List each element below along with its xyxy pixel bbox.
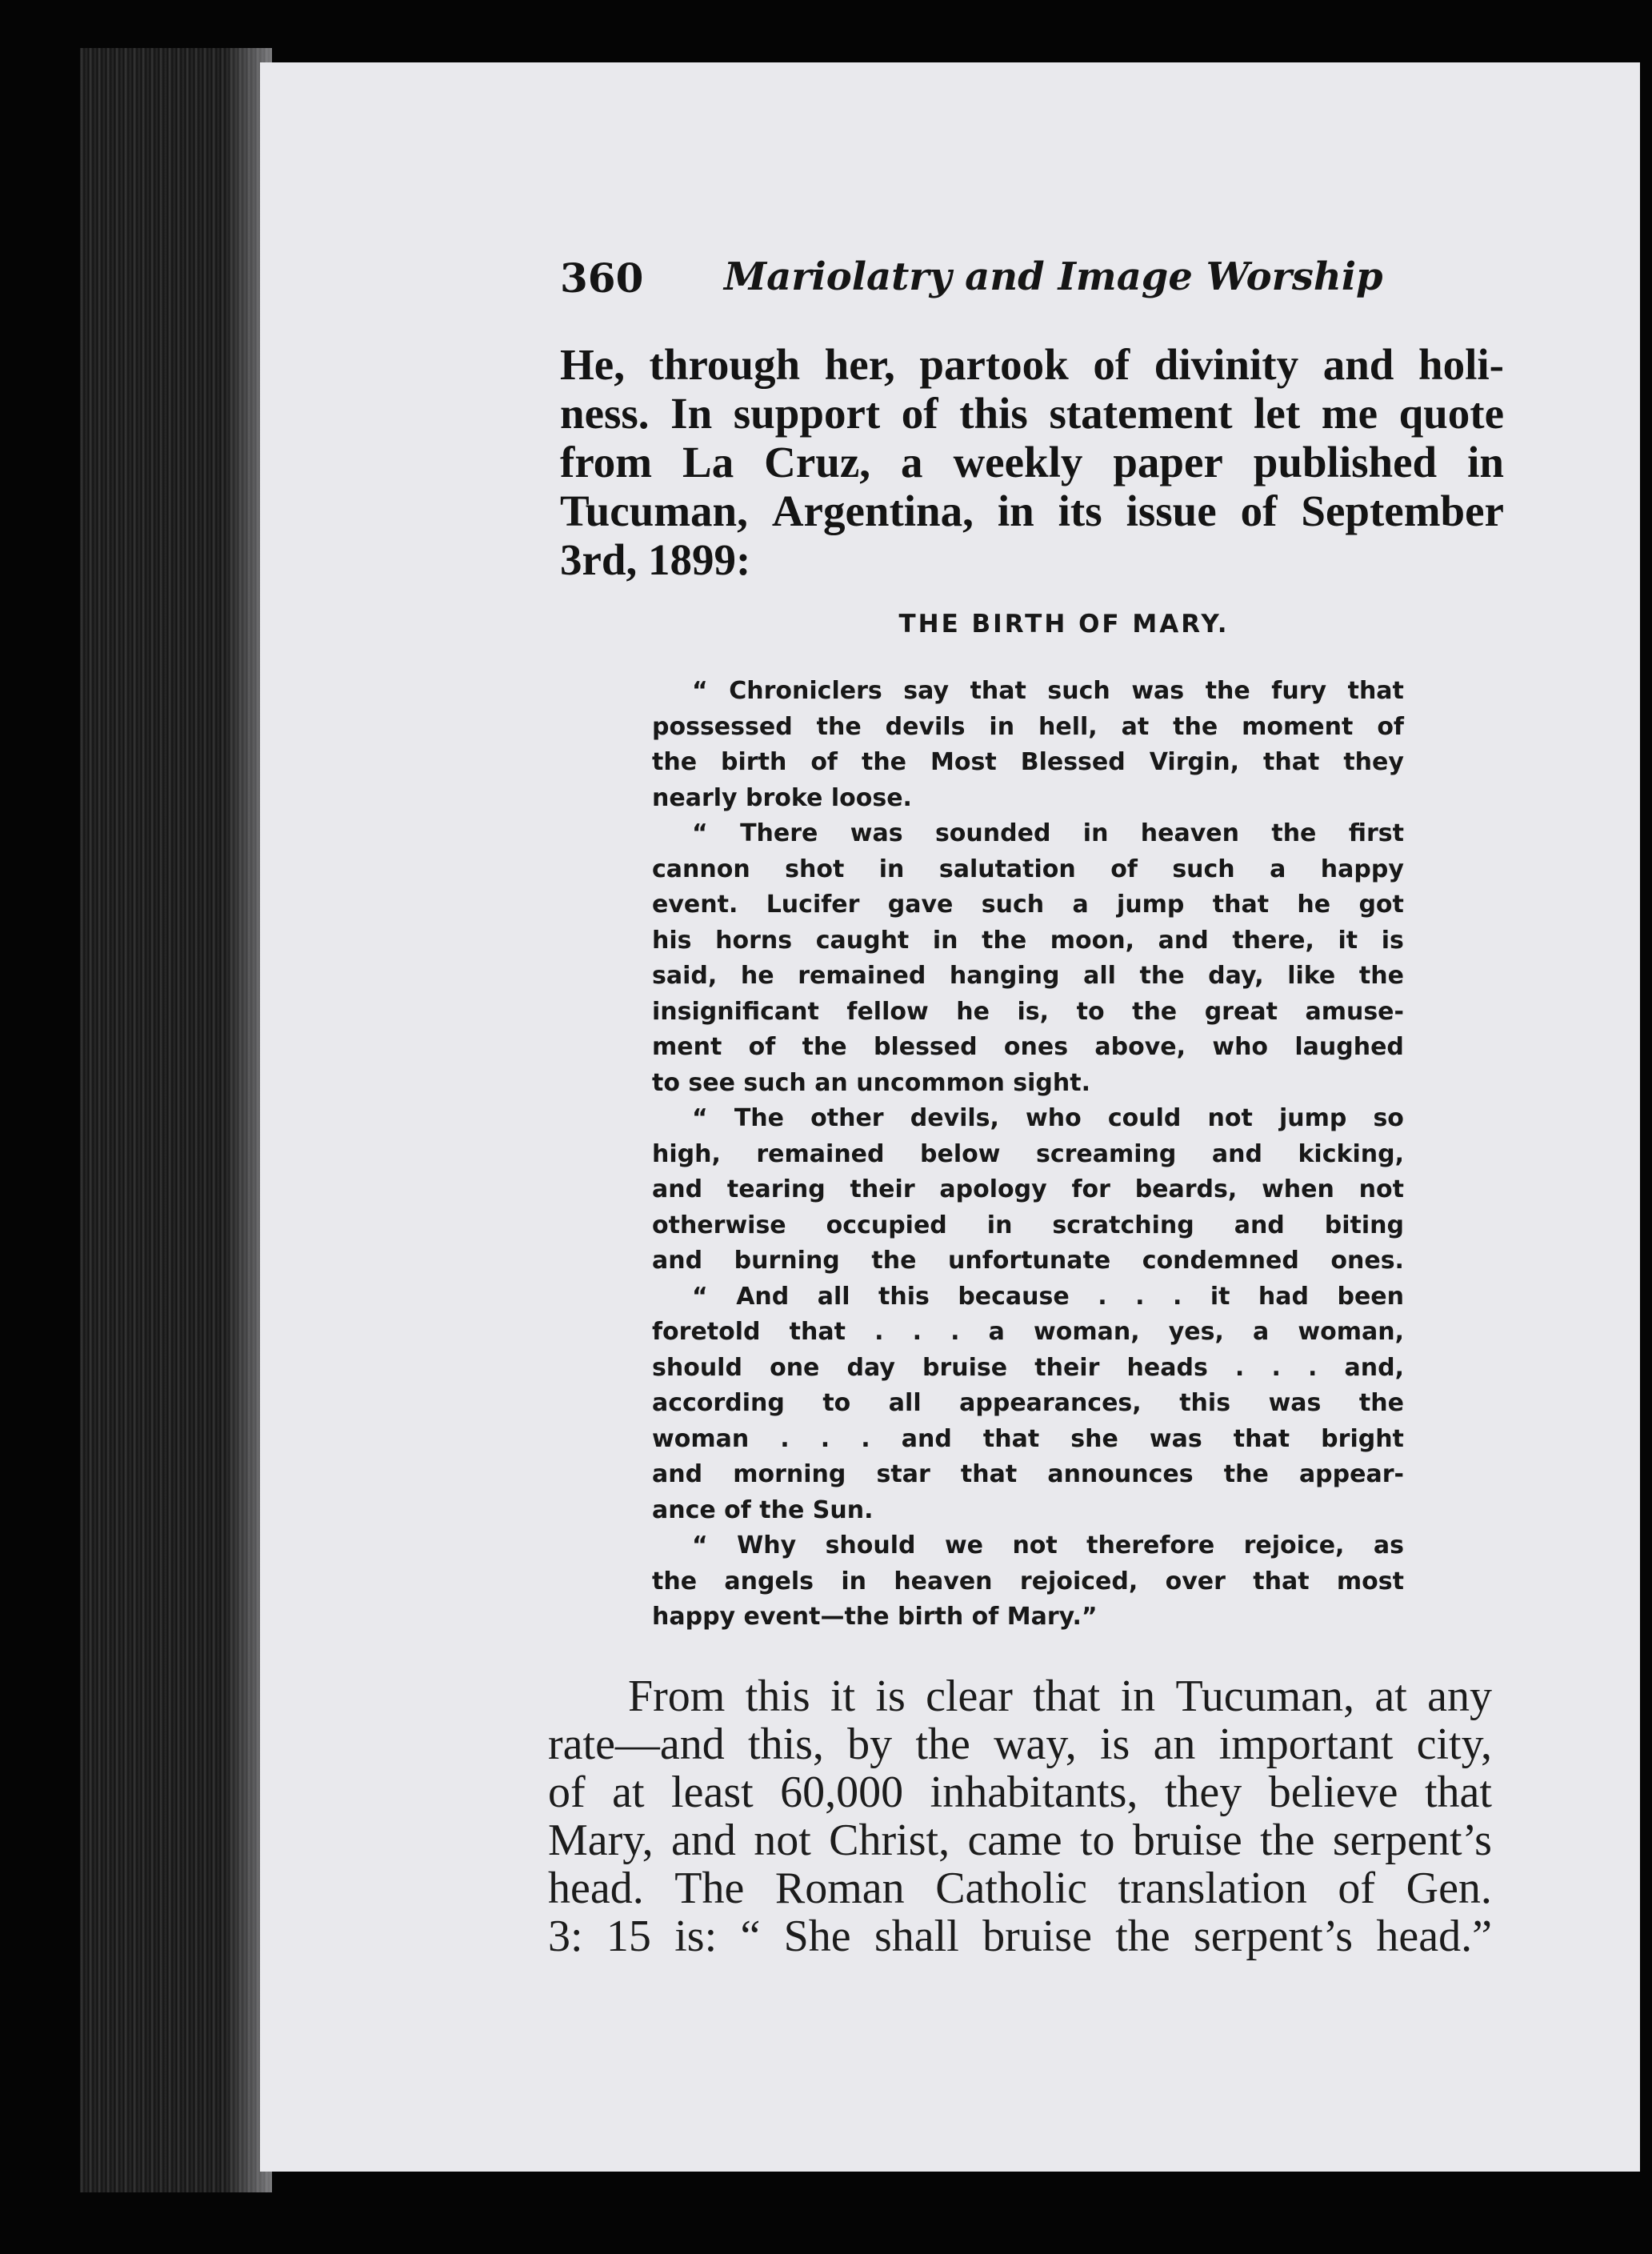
text-line: ness. In support of this statement let me quote [560, 389, 1504, 438]
text-line: and burning the unfortunate condemned ones. [652, 1247, 1404, 1275]
block-quote [652, 674, 1404, 1635]
page-number: 360 [560, 254, 644, 302]
text-line: Tucuman, Argentina, in its issue of September [560, 486, 1504, 535]
book-page-edges [80, 48, 272, 2192]
text-line: the birth of the Most Blessed Virgin, that they [652, 748, 1404, 776]
text-line: head. The Roman Catholic translation of Gen. [548, 1864, 1492, 1913]
text-line: to see such an uncommon sight. [652, 1068, 1090, 1097]
text-line: “ The other devils, who could not jump so [692, 1104, 1404, 1132]
text-line: high, remained below screaming and kicking, [652, 1139, 1404, 1168]
text-line: nearly broke loose. [652, 783, 912, 812]
text-line: 3: 15 is: “ She shall bruise the serpent’s head.” [548, 1912, 1492, 1961]
text-line: and tearing their apology for beards, when not [652, 1175, 1404, 1203]
text-line: “ And all this because . . . it had been [692, 1282, 1404, 1311]
text-line: 3rd, 1899: [560, 535, 751, 584]
text-line: according to all appearances, this was the [652, 1389, 1404, 1417]
text-line: foretold that . . . a woman, yes, a woman, [652, 1318, 1404, 1346]
text-line: event. Lucifer gave such a jump that he got [652, 891, 1404, 919]
running-head: Mariolatry and Image Worship [724, 254, 1383, 299]
text-line: ance of the Sun. [652, 1495, 874, 1524]
text-line: He, through her, partook of divinity and holi- [560, 340, 1504, 389]
text-line: and morning star that announces the appear- [652, 1460, 1404, 1488]
text-line: happy event—the birth of Mary.” [652, 1603, 1098, 1631]
body-paragraph-bottom [548, 1672, 1492, 1960]
text-line: From this it is clear that in Tucuman, at any [628, 1671, 1492, 1721]
body-paragraph-top [560, 340, 1504, 584]
text-line: otherwise occupied in scratching and biting [652, 1211, 1404, 1239]
page-header [560, 254, 1383, 302]
text-line: rate—and this, by the way, is an important city, [548, 1720, 1492, 1769]
text-line: “ Why should we not therefore rejoice, as [692, 1531, 1404, 1559]
text-line: said, he remained hanging all the day, like the [652, 962, 1404, 990]
text-line: his horns caught in the moon, and there, it is [652, 926, 1404, 955]
text-line: “ There was sounded in heaven the first [692, 819, 1404, 847]
text-line: ment of the blessed ones above, who laughed [652, 1033, 1404, 1061]
text-line: possessed the devils in hell, at the moment of [652, 712, 1404, 741]
text-line: of at least 60,000 inhabitants, they believe that [548, 1768, 1492, 1817]
text-line: “ Chroniclers say that such was the fury that [692, 677, 1404, 705]
text-line: should one day bruise their heads . . . and, [652, 1353, 1404, 1382]
text-line: woman . . . and that she was that bright [652, 1424, 1404, 1453]
text-line: cannon shot in salutation of such a happy [652, 855, 1404, 883]
text-line: from La Cruz, a weekly paper published in [560, 438, 1504, 486]
text-line: Mary, and not Christ, came to bruise the serpent’s [548, 1816, 1492, 1865]
quote-title: THE BIRTH OF MARY. [898, 610, 1230, 639]
text-line: the angels in heaven rejoiced, over that most [652, 1567, 1404, 1595]
text-line: insignificant fellow he is, to the great amuse- [652, 997, 1404, 1026]
